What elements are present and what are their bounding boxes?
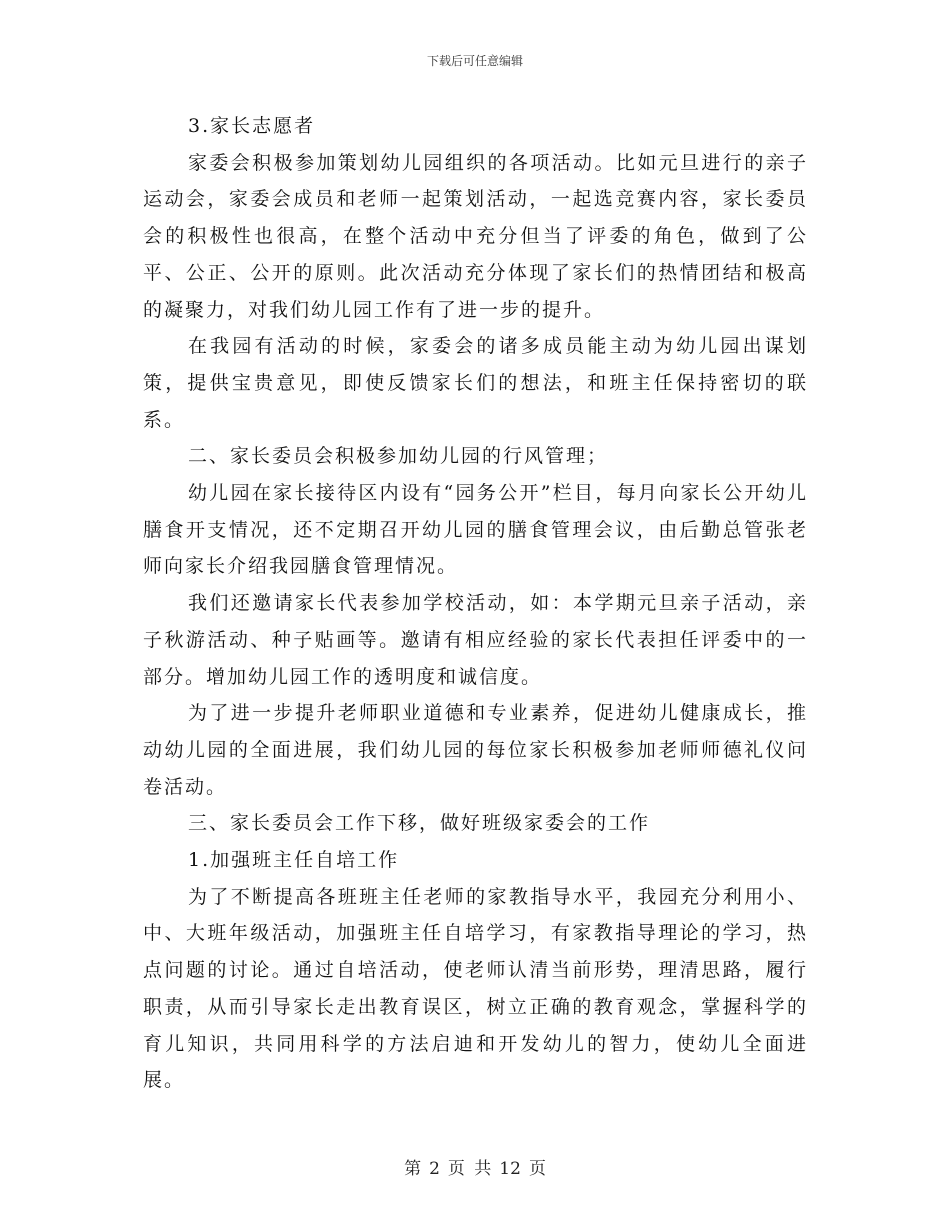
document-body [143, 108, 808, 1099]
footer-current-page: 2 [429, 1159, 440, 1179]
section-subheading: 3.家长志愿者 [188, 115, 316, 137]
body-paragraph: 家委会积极参加策划幼儿园组织的各项活动。比如元旦进行的亲子运动会，家委会成员和老师一起策划活动，一起选竞赛内容，家长委员会的积极性也很高，在整个活动中充分但当了评委的角色，做到了公平、公正、公开的原则。此次活动充分体现了家长们的热情团结和极高的凝聚力，对我们幼儿园工作有了进一步的提升。 [143, 151, 808, 321]
footer-middle: 页 共 [447, 1159, 492, 1179]
body-paragraph: 在我园有活动的时候，家委会的诸多成员能主动为幼儿园出谋划策，提供宝贵意见，即使反馈家长们的想法，和班主任保持密切的联系。 [143, 335, 808, 431]
body-paragraph: 为了不断提高各班班主任老师的家教指导水平，我园充分利用小、中、大班年级活动，加强班主任自培学习，有家教指导理论的学习，热点问题的讨论。通过自培活动，使老师认清当前形势，理清思路，履行职责，从而引导家长走出教育误区，树立正确的教育观念，掌握科学的育儿知识，共同用科学的方法启迪和开发幼儿的智力，使幼儿全面进展。 [143, 885, 808, 1092]
page-number-footer [0, 1154, 950, 1179]
footer-prefix: 第 [404, 1159, 422, 1179]
footer-total-pages: 12 [499, 1159, 521, 1179]
section-heading: 二、家长委员会积极参加幼儿园的行风管理； [188, 445, 609, 468]
body-paragraph: 幼儿园在家长接待区内设有“园务公开”栏目，每月向家长公开幼儿膳食开支情况，还不定期召开幼儿园的膳食管理会议，由后勤总管张老师向家长介绍我园膳食管理情况。 [143, 482, 808, 578]
section-subheading: 1.加强班主任自培工作 [188, 849, 400, 872]
body-paragraph: 为了进一步提升老师职业道德和专业素养，促进幼儿健康成长，推动幼儿园的全面进展，我们幼儿园的每位家长积极参加老师师德礼仪问卷活动。 [143, 702, 808, 798]
body-paragraph: 我们还邀请家长代表参加学校活动，如：本学期元旦亲子活动，亲子秋游活动、种子贴画等。邀请有相应经验的家长代表担任评委中的一部分。增加幼儿园工作的透明度和诚信度。 [143, 592, 808, 688]
section-heading: 三、家长委员会工作下移，做好班级家委会的工作 [188, 812, 651, 835]
page-header-note: 下载后可任意编辑 [426, 54, 523, 68]
footer-suffix: 页 [528, 1159, 546, 1179]
